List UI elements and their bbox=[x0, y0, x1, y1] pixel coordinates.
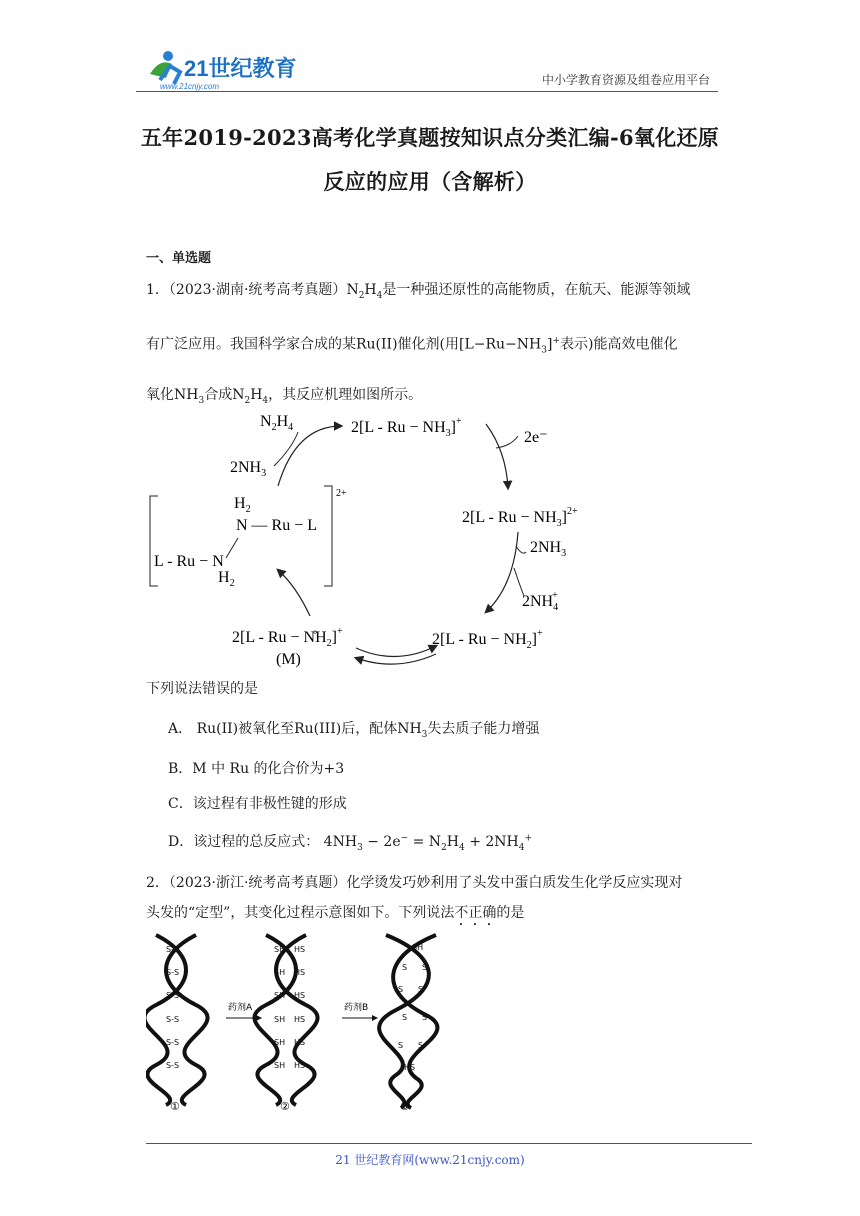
reagent-a-label: 药剂A bbox=[228, 1003, 253, 1013]
q2-line2a: 头发的“定型”，其变化过程示意图如下。下列说法 bbox=[146, 905, 455, 921]
page-title bbox=[136, 116, 724, 204]
opt-a-post: 失去质子能力增强 bbox=[427, 721, 540, 737]
svg-text:SH: SH bbox=[412, 943, 424, 952]
opt-b-prefix: B．M 中 bbox=[168, 761, 226, 777]
header-tagline: 中小学教育资源及组卷应用平台 bbox=[541, 73, 710, 87]
svg-text:SH: SH bbox=[274, 991, 286, 1000]
q2-line-1: 2．（2023·浙江·统考高考真题）化学烫发巧妙利用了头发中蛋白质发生化学反应实现对 bbox=[146, 875, 683, 891]
hs-label: HS bbox=[294, 945, 306, 954]
footer-divider bbox=[146, 1143, 752, 1144]
svg-text:2+: 2+ bbox=[336, 488, 347, 499]
arrow-left-to-top bbox=[278, 426, 341, 486]
svg-text:S-S: S-S bbox=[166, 991, 180, 1000]
svg-text:H2: $H_2$ bbox=[218, 569, 235, 589]
title-line-1: 五年2019-2023高考化学真题按知识点分类汇编-6氧化还原 bbox=[140, 125, 720, 150]
nh4-label: $2NH_4+$ bbox=[522, 590, 559, 613]
svg-text:HS: HS bbox=[294, 968, 306, 977]
section-heading: 一、单选题 bbox=[146, 251, 212, 266]
q1-stem: 下列说法错误的是 bbox=[146, 681, 258, 697]
equilibrium-forward bbox=[356, 646, 436, 657]
q1-line-1: 1．（2023·湖南·统考高考真题）$N_2H_4$是一种强还原性的高能物质，在航天、能源等领域 bbox=[146, 282, 691, 301]
svg-text:HS: HS bbox=[404, 1063, 416, 1072]
dimer-upper: N — Ru − L bbox=[236, 517, 318, 534]
svg-text:S-S: S-S bbox=[166, 968, 180, 977]
q1-p2b: 催化剂(用 bbox=[397, 336, 460, 353]
opt-d-prefix: D．该过程的总反应式： bbox=[168, 834, 320, 850]
hair-perm-diagram bbox=[146, 930, 466, 1110]
q1-option-c[interactable]: C．该过程有非极性键的形成 bbox=[168, 796, 347, 812]
q1-source: 1．（2023·湖南·统考高考真题） bbox=[146, 282, 347, 298]
reaction-mechanism-diagram bbox=[146, 396, 616, 678]
svg-text:S: S bbox=[422, 1013, 428, 1022]
helix-3 bbox=[379, 935, 437, 1108]
n2h4-label: $N_2H_4$ bbox=[260, 413, 294, 433]
svg-text:S: S bbox=[418, 1041, 424, 1050]
opt-a-mid1: 被氧化至 bbox=[238, 721, 295, 737]
opt-a-mid2: 后，配体 bbox=[341, 721, 398, 737]
arrow-right-to-bottom bbox=[486, 532, 518, 612]
equilibrium-back bbox=[356, 654, 436, 664]
q1-option-b[interactable]: B．M 中 Ru 的化合价为+3 bbox=[168, 761, 345, 777]
fig-label-2: ② bbox=[280, 1100, 290, 1110]
q1-option-d[interactable]: D．该过程的总反应式： $4NH_3 - 2e^- = N_2H_4 + 2NH_4^+$ bbox=[168, 833, 533, 853]
q1-p3b: 合成 bbox=[204, 387, 233, 404]
svg-text:2NH3: $2NH_3$ bbox=[530, 539, 567, 559]
svg-text:S: S bbox=[402, 963, 408, 972]
svg-text:HS: HS bbox=[294, 1038, 306, 1047]
logo-url: www.21cnjy.com bbox=[160, 82, 219, 91]
svg-text:SH: SH bbox=[274, 968, 286, 977]
header-divider bbox=[136, 91, 718, 92]
svg-text:S: S bbox=[398, 985, 404, 994]
question-2 bbox=[146, 868, 718, 929]
arrow-top-to-right bbox=[486, 424, 508, 488]
bottom-right-complex: $2[L - Ru - NH_2]^+$ bbox=[432, 628, 543, 651]
svg-text:S-S: S-S bbox=[166, 1038, 180, 1047]
svg-text:S: S bbox=[398, 1041, 404, 1050]
svg-text:SH: SH bbox=[274, 1015, 286, 1024]
svg-text:S: S bbox=[402, 1013, 408, 1022]
arrow-bottom-to-left bbox=[278, 570, 310, 616]
fig-label-3: ③ bbox=[400, 1100, 410, 1110]
q2-emphasis: 不正确 bbox=[454, 905, 497, 921]
dimer-lower: L - Ru − N bbox=[154, 553, 224, 570]
bottom-left-complex: $2[L - Ru - N̊H_2]^+$ bbox=[232, 626, 343, 649]
opt-b-post: 的化合价为+3 bbox=[253, 761, 345, 777]
q1-p2c: 表示)能高效电催化 bbox=[560, 336, 678, 353]
title-line-2: 反应的应用（含解析） bbox=[323, 169, 537, 194]
footer-link[interactable]: 21 世纪教育网(www.21cnjy.com) bbox=[335, 1153, 525, 1167]
reagent-b-label: 药剂B bbox=[344, 1003, 369, 1013]
q1-line-3: 氧化$NH_3$合成$N_2H_4$，其反应机理如图所示。 bbox=[146, 387, 423, 407]
two-nh3-in-label: $2NH_3$ bbox=[230, 459, 267, 479]
svg-text:H2: $H_2$ bbox=[234, 495, 251, 515]
svg-text:SH: SH bbox=[274, 1061, 286, 1070]
q1-line-2: 有广泛应用。我国科学家合成的某Ru(II)催化剂(用$[L-Ru-NH_3]^+$表示)能高效电催化 bbox=[146, 335, 678, 356]
ss-label: S-S bbox=[166, 945, 180, 954]
q1-option-a[interactable]: A． Ru(II)被氧化至Ru(III)后，配体$NH_3$失去质子能力增强 bbox=[168, 721, 540, 740]
electron-label: 2e⁻ bbox=[524, 429, 548, 446]
q2-line-2 bbox=[146, 898, 718, 929]
logo-text: 21世纪教育 bbox=[184, 56, 297, 81]
opt-a-prefix: A． bbox=[168, 721, 193, 737]
svg-text:HS: HS bbox=[294, 1061, 306, 1070]
right-complex: $2[L - Ru - NH_3]^{2+}$ bbox=[462, 506, 578, 529]
svg-text:S-S: S-S bbox=[166, 1061, 180, 1070]
svg-text:HS: HS bbox=[294, 1015, 306, 1024]
q1-p3a: 氧化 bbox=[146, 387, 174, 404]
svg-text:S-S: S-S bbox=[166, 1015, 180, 1024]
svg-text:HS: HS bbox=[294, 991, 306, 1000]
svg-text:SH: SH bbox=[274, 1038, 286, 1047]
helix-2 bbox=[254, 935, 317, 1105]
site-logo bbox=[146, 44, 306, 92]
svg-text:S: S bbox=[418, 985, 424, 994]
q1-p2a: 有广泛应用。我国科学家合成的某 bbox=[146, 336, 356, 353]
svg-text:S: S bbox=[422, 963, 428, 972]
m-label: (M) bbox=[276, 651, 301, 668]
fig-label-1: ① bbox=[170, 1100, 180, 1110]
q1-p3c: ，其反应机理如图所示。 bbox=[268, 387, 423, 404]
q2-line2c: 的是 bbox=[496, 905, 525, 921]
sh-label: SH bbox=[274, 945, 286, 954]
top-complex: $2[L - Ru - NH_3]^+$ bbox=[351, 416, 462, 439]
q1-p1: 是一种强还原性的高能物质，在航天、能源等领域 bbox=[382, 282, 691, 298]
